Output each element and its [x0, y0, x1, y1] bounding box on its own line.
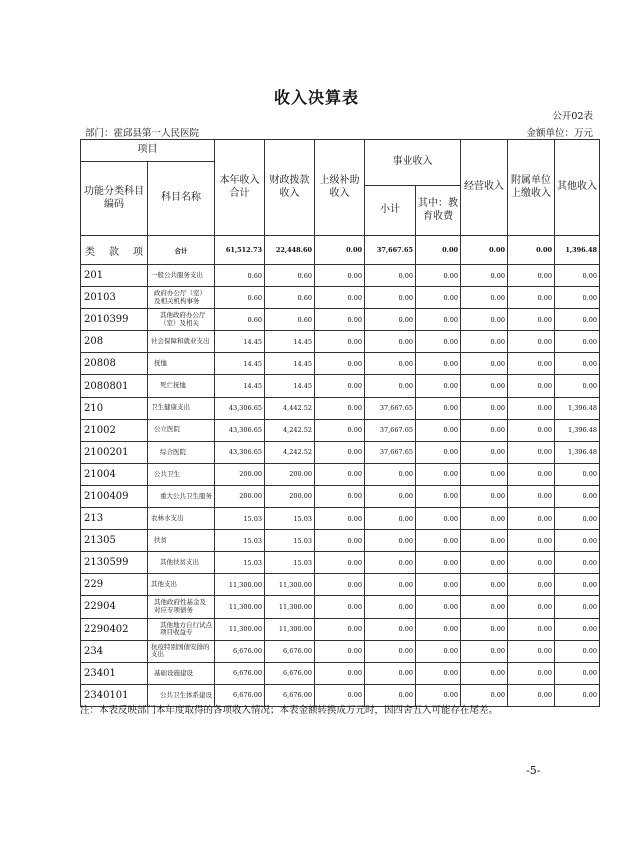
row-value: 0.00 — [416, 463, 461, 485]
row-value: 0.00 — [315, 441, 365, 463]
row-value: 0.00 — [365, 463, 416, 485]
row-value: 0.00 — [461, 684, 508, 706]
row-value: 14.45 — [215, 353, 265, 375]
header-subject-name: 科目名称 — [148, 162, 215, 236]
table-row — [81, 397, 600, 419]
row-value: 0.00 — [555, 309, 600, 331]
row-value: 0.00 — [555, 552, 600, 574]
header-superior: 上级补助收入 — [315, 140, 365, 236]
row-name: 卫生健康支出 — [148, 397, 215, 419]
row-value: 0.00 — [315, 684, 365, 706]
row-code: 208 — [81, 331, 148, 353]
row-value: 14.45 — [265, 353, 315, 375]
total-value: 0.00 — [461, 236, 508, 265]
row-value: 0.00 — [365, 640, 416, 662]
row-value: 43,306.65 — [215, 419, 265, 441]
row-value: 0.00 — [508, 463, 555, 485]
row-value: 0.00 — [461, 265, 508, 287]
row-value: 0.00 — [315, 574, 365, 596]
row-value: 0.60 — [265, 287, 315, 309]
row-name: 重大公共卫生服务 — [148, 485, 215, 507]
table-row — [81, 419, 600, 441]
row-code: 2100201 — [81, 441, 148, 463]
row-value: 0.00 — [315, 596, 365, 618]
row-value: 0.00 — [365, 309, 416, 331]
row-value: 15.03 — [265, 552, 315, 574]
row-name: 公立医院 — [148, 419, 215, 441]
row-value: 0.00 — [365, 574, 416, 596]
row-value: 1,396.48 — [555, 441, 600, 463]
row-value: 0.00 — [461, 397, 508, 419]
row-value: 0.00 — [461, 596, 508, 618]
row-value: 0.00 — [315, 309, 365, 331]
row-value: 11,300.00 — [215, 618, 265, 640]
table-row — [81, 441, 600, 463]
kxh-lei: 类 — [85, 246, 95, 258]
row-value: 0.00 — [508, 353, 555, 375]
row-name: 基础设施建设 — [148, 662, 215, 684]
table-row — [81, 463, 600, 485]
header-func-code: 功能分类科目编码 — [81, 162, 148, 236]
row-code: 20808 — [81, 353, 148, 375]
row-value: 0.00 — [461, 309, 508, 331]
row-value: 0.00 — [315, 287, 365, 309]
row-name: 其他政府性基金及对应专项债务 — [148, 596, 215, 618]
table-row — [81, 353, 600, 375]
row-value: 0.00 — [555, 265, 600, 287]
form-number: 公开02表 — [552, 111, 593, 122]
footnote: 注：本表反映部门本年度取得的各项收入情况；本表金额转换成万元时，因四舍五入可能存在尾差。 — [80, 705, 499, 716]
row-value: 0.00 — [416, 574, 461, 596]
row-code: 210 — [81, 397, 148, 419]
row-value: 0.00 — [461, 463, 508, 485]
department-label: 部门：霍邱县第一人民医院 — [85, 128, 200, 139]
row-value: 0.00 — [416, 530, 461, 552]
row-name: 其他支出 — [148, 574, 215, 596]
table-row — [81, 485, 600, 507]
row-value: 0.60 — [265, 309, 315, 331]
row-value: 14.45 — [215, 375, 265, 397]
row-value: 14.45 — [215, 331, 265, 353]
row-value: 11,300.00 — [265, 618, 315, 640]
total-value: 37,667.65 — [365, 236, 416, 265]
row-value: 0.00 — [315, 463, 365, 485]
row-value: 0.00 — [365, 287, 416, 309]
table-row — [81, 640, 600, 662]
row-value: 15.03 — [215, 530, 265, 552]
header-edu-fee: 其中：教育收费 — [416, 186, 461, 236]
row-value: 0.00 — [461, 353, 508, 375]
row-value: 0.00 — [365, 508, 416, 530]
row-name: 其他政府办公厅（室）及相关 — [148, 309, 215, 331]
row-name: 一般公共服务支出 — [148, 265, 215, 287]
row-value: 0.00 — [315, 419, 365, 441]
row-value: 1,396.48 — [555, 419, 600, 441]
table-row — [81, 618, 600, 640]
header-total: 本年收入合计 — [215, 140, 265, 236]
row-value: 0.00 — [416, 375, 461, 397]
header-operating: 经营收入 — [461, 140, 508, 236]
row-code: 2080801 — [81, 375, 148, 397]
row-value: 0.00 — [508, 596, 555, 618]
row-value: 0.00 — [416, 331, 461, 353]
row-value: 0.00 — [416, 508, 461, 530]
row-value: 0.00 — [461, 287, 508, 309]
row-code: 213 — [81, 508, 148, 530]
table-row — [81, 265, 600, 287]
row-value: 0.00 — [461, 552, 508, 574]
row-value: 0.00 — [416, 596, 461, 618]
row-value: 0.00 — [508, 309, 555, 331]
row-value: 0.00 — [315, 353, 365, 375]
header-other: 其他收入 — [555, 140, 600, 236]
page-title: 收入决算表 — [273, 88, 359, 107]
row-value: 0.00 — [416, 287, 461, 309]
row-value: 0.00 — [508, 530, 555, 552]
row-value: 0.00 — [555, 375, 600, 397]
row-code: 21305 — [81, 530, 148, 552]
kxh-cell — [81, 236, 148, 265]
row-value: 0.00 — [416, 684, 461, 706]
total-value: 0.00 — [508, 236, 555, 265]
row-value: 0.00 — [508, 331, 555, 353]
row-name: 公共卫生 — [148, 463, 215, 485]
row-name: 死亡抚恤 — [148, 375, 215, 397]
table-row — [81, 287, 600, 309]
table-row — [81, 596, 600, 618]
row-value: 0.60 — [215, 265, 265, 287]
row-value: 0.00 — [508, 508, 555, 530]
row-value: 0.00 — [555, 463, 600, 485]
row-value: 0.00 — [416, 485, 461, 507]
row-name: 公共卫生体系建设 — [148, 684, 215, 706]
row-value: 1,396.48 — [555, 397, 600, 419]
row-value: 0.00 — [416, 397, 461, 419]
total-value: 22,448.60 — [265, 236, 315, 265]
row-value: 6,676.00 — [215, 640, 265, 662]
row-value: 0.00 — [508, 287, 555, 309]
row-value: 15.03 — [215, 552, 265, 574]
row-code: 22904 — [81, 596, 148, 618]
row-code: 23401 — [81, 662, 148, 684]
row-value: 11,300.00 — [265, 574, 315, 596]
row-value: 37,667.65 — [365, 419, 416, 441]
row-value: 0.60 — [215, 309, 265, 331]
row-value: 0.00 — [416, 419, 461, 441]
header-affiliated: 附属单位上缴收入 — [508, 140, 555, 236]
row-value: 14.45 — [265, 331, 315, 353]
total-value: 61,512.73 — [215, 236, 265, 265]
row-code: 234 — [81, 640, 148, 662]
row-value: 0.00 — [555, 508, 600, 530]
table-row — [81, 574, 600, 596]
row-value: 0.00 — [365, 530, 416, 552]
row-value: 0.00 — [315, 375, 365, 397]
row-value: 0.00 — [365, 596, 416, 618]
total-value: 1,396.48 — [555, 236, 600, 265]
kxh-xiang: 项 — [133, 246, 143, 258]
row-value: 0.00 — [416, 265, 461, 287]
row-code: 21002 — [81, 419, 148, 441]
table-row — [81, 309, 600, 331]
row-value: 0.00 — [315, 485, 365, 507]
row-value: 0.00 — [416, 618, 461, 640]
row-value: 0.00 — [416, 353, 461, 375]
row-value: 15.03 — [265, 530, 315, 552]
row-value: 0.00 — [315, 662, 365, 684]
row-value: 4,242.52 — [265, 441, 315, 463]
row-value: 0.60 — [215, 287, 265, 309]
total-label: 合计 — [148, 236, 215, 265]
row-value: 0.00 — [315, 331, 365, 353]
table-row — [81, 331, 600, 353]
row-value: 0.00 — [461, 640, 508, 662]
row-value: 37,667.65 — [365, 441, 416, 463]
row-name: 农林水支出 — [148, 508, 215, 530]
kxh-kuan: 款 — [109, 246, 119, 258]
row-value: 37,667.65 — [365, 397, 416, 419]
row-value: 0.00 — [461, 485, 508, 507]
row-value: 0.00 — [508, 419, 555, 441]
row-value: 0.00 — [416, 309, 461, 331]
row-value: 11,300.00 — [215, 596, 265, 618]
row-value: 0.00 — [416, 662, 461, 684]
row-value: 0.00 — [365, 375, 416, 397]
row-value: 0.00 — [315, 508, 365, 530]
row-value: 0.00 — [416, 552, 461, 574]
row-value: 0.00 — [555, 596, 600, 618]
row-code: 229 — [81, 574, 148, 596]
row-value: 0.00 — [508, 265, 555, 287]
row-value: 0.00 — [315, 618, 365, 640]
row-value: 0.00 — [461, 331, 508, 353]
row-value: 0.00 — [315, 397, 365, 419]
row-value: 0.00 — [461, 662, 508, 684]
row-value: 0.00 — [416, 640, 461, 662]
row-code: 2010399 — [81, 309, 148, 331]
row-value: 0.00 — [365, 552, 416, 574]
row-name: 综合医院 — [148, 441, 215, 463]
table-row — [81, 552, 600, 574]
row-value: 6,676.00 — [265, 662, 315, 684]
row-value: 0.00 — [508, 662, 555, 684]
row-value: 0.00 — [555, 530, 600, 552]
row-value: 0.00 — [315, 640, 365, 662]
row-value: 11,300.00 — [265, 596, 315, 618]
row-value: 200.00 — [265, 463, 315, 485]
row-value: 0.00 — [315, 552, 365, 574]
row-value: 43,306.65 — [215, 441, 265, 463]
row-value: 0.00 — [365, 662, 416, 684]
row-name: 社会保障和就业支出 — [148, 331, 215, 353]
row-code: 2100409 — [81, 485, 148, 507]
row-value: 4,242.52 — [265, 419, 315, 441]
row-value: 15.03 — [265, 508, 315, 530]
row-value: 0.00 — [555, 640, 600, 662]
row-value: 0.00 — [461, 441, 508, 463]
row-value: 200.00 — [215, 485, 265, 507]
header-career: 事业收入 — [365, 140, 461, 186]
row-name: 其他扶贫支出 — [148, 552, 215, 574]
header-subtotal: 小计 — [365, 186, 416, 236]
row-value: 0.00 — [365, 331, 416, 353]
row-value: 0.00 — [555, 353, 600, 375]
row-name: 其他地方自行试点项目收益专 — [148, 618, 215, 640]
row-value: 6,676.00 — [215, 684, 265, 706]
row-code: 21004 — [81, 463, 148, 485]
row-value: 15.03 — [215, 508, 265, 530]
table-row — [81, 508, 600, 530]
row-value: 0.00 — [508, 397, 555, 419]
total-value: 0.00 — [315, 236, 365, 265]
row-value: 0.00 — [461, 508, 508, 530]
row-name: 抗疫特别国债安排的支出 — [148, 640, 215, 662]
total-row — [81, 236, 600, 265]
row-value: 0.00 — [461, 574, 508, 596]
row-value: 0.00 — [555, 574, 600, 596]
revenue-table — [80, 139, 600, 707]
row-value: 0.00 — [365, 353, 416, 375]
row-value: 0.00 — [508, 375, 555, 397]
row-code: 2290402 — [81, 618, 148, 640]
row-name: 抚恤 — [148, 353, 215, 375]
row-value: 0.00 — [508, 640, 555, 662]
row-value: 6,676.00 — [265, 684, 315, 706]
row-value: 0.00 — [461, 375, 508, 397]
total-value: 0.00 — [416, 236, 461, 265]
row-value: 0.00 — [555, 485, 600, 507]
page-number: -5- — [526, 764, 541, 777]
table-row — [81, 662, 600, 684]
row-value: 0.00 — [365, 265, 416, 287]
row-value: 0.00 — [555, 684, 600, 706]
row-value: 200.00 — [215, 463, 265, 485]
row-value: 11,300.00 — [215, 574, 265, 596]
row-name: 政府办公厅（室）及相关机构事务 — [148, 287, 215, 309]
table-row — [81, 530, 600, 552]
row-value: 43,306.65 — [215, 397, 265, 419]
row-value: 0.00 — [315, 530, 365, 552]
row-value: 6,676.00 — [215, 662, 265, 684]
row-code: 2130599 — [81, 552, 148, 574]
row-value: 0.00 — [555, 331, 600, 353]
row-value: 0.00 — [461, 530, 508, 552]
row-value: 4,442.52 — [265, 397, 315, 419]
row-value: 0.00 — [508, 618, 555, 640]
row-value: 0.00 — [365, 485, 416, 507]
table-row — [81, 375, 600, 397]
row-code: 20103 — [81, 287, 148, 309]
row-value: 0.00 — [416, 441, 461, 463]
row-value: 0.00 — [461, 618, 508, 640]
row-value: 0.00 — [508, 485, 555, 507]
unit-label: 金额单位：万元 — [526, 128, 593, 139]
header-fiscal: 财政拨款收入 — [265, 140, 315, 236]
row-value: 0.00 — [555, 662, 600, 684]
row-code: 201 — [81, 265, 148, 287]
row-value: 0.00 — [508, 684, 555, 706]
row-value: 0.00 — [365, 618, 416, 640]
row-value: 0.00 — [315, 265, 365, 287]
row-name: 扶贫 — [148, 530, 215, 552]
row-value: 200.00 — [265, 485, 315, 507]
row-code: 2340101 — [81, 684, 148, 706]
row-value: 0.60 — [265, 265, 315, 287]
row-value: 0.00 — [508, 552, 555, 574]
row-value: 6,676.00 — [265, 640, 315, 662]
row-value: 0.00 — [508, 441, 555, 463]
row-value: 0.00 — [365, 684, 416, 706]
header-project: 项目 — [81, 140, 215, 162]
row-value: 0.00 — [508, 574, 555, 596]
row-value: 0.00 — [461, 419, 508, 441]
row-value: 0.00 — [555, 618, 600, 640]
row-value: 0.00 — [555, 287, 600, 309]
row-value: 14.45 — [265, 375, 315, 397]
